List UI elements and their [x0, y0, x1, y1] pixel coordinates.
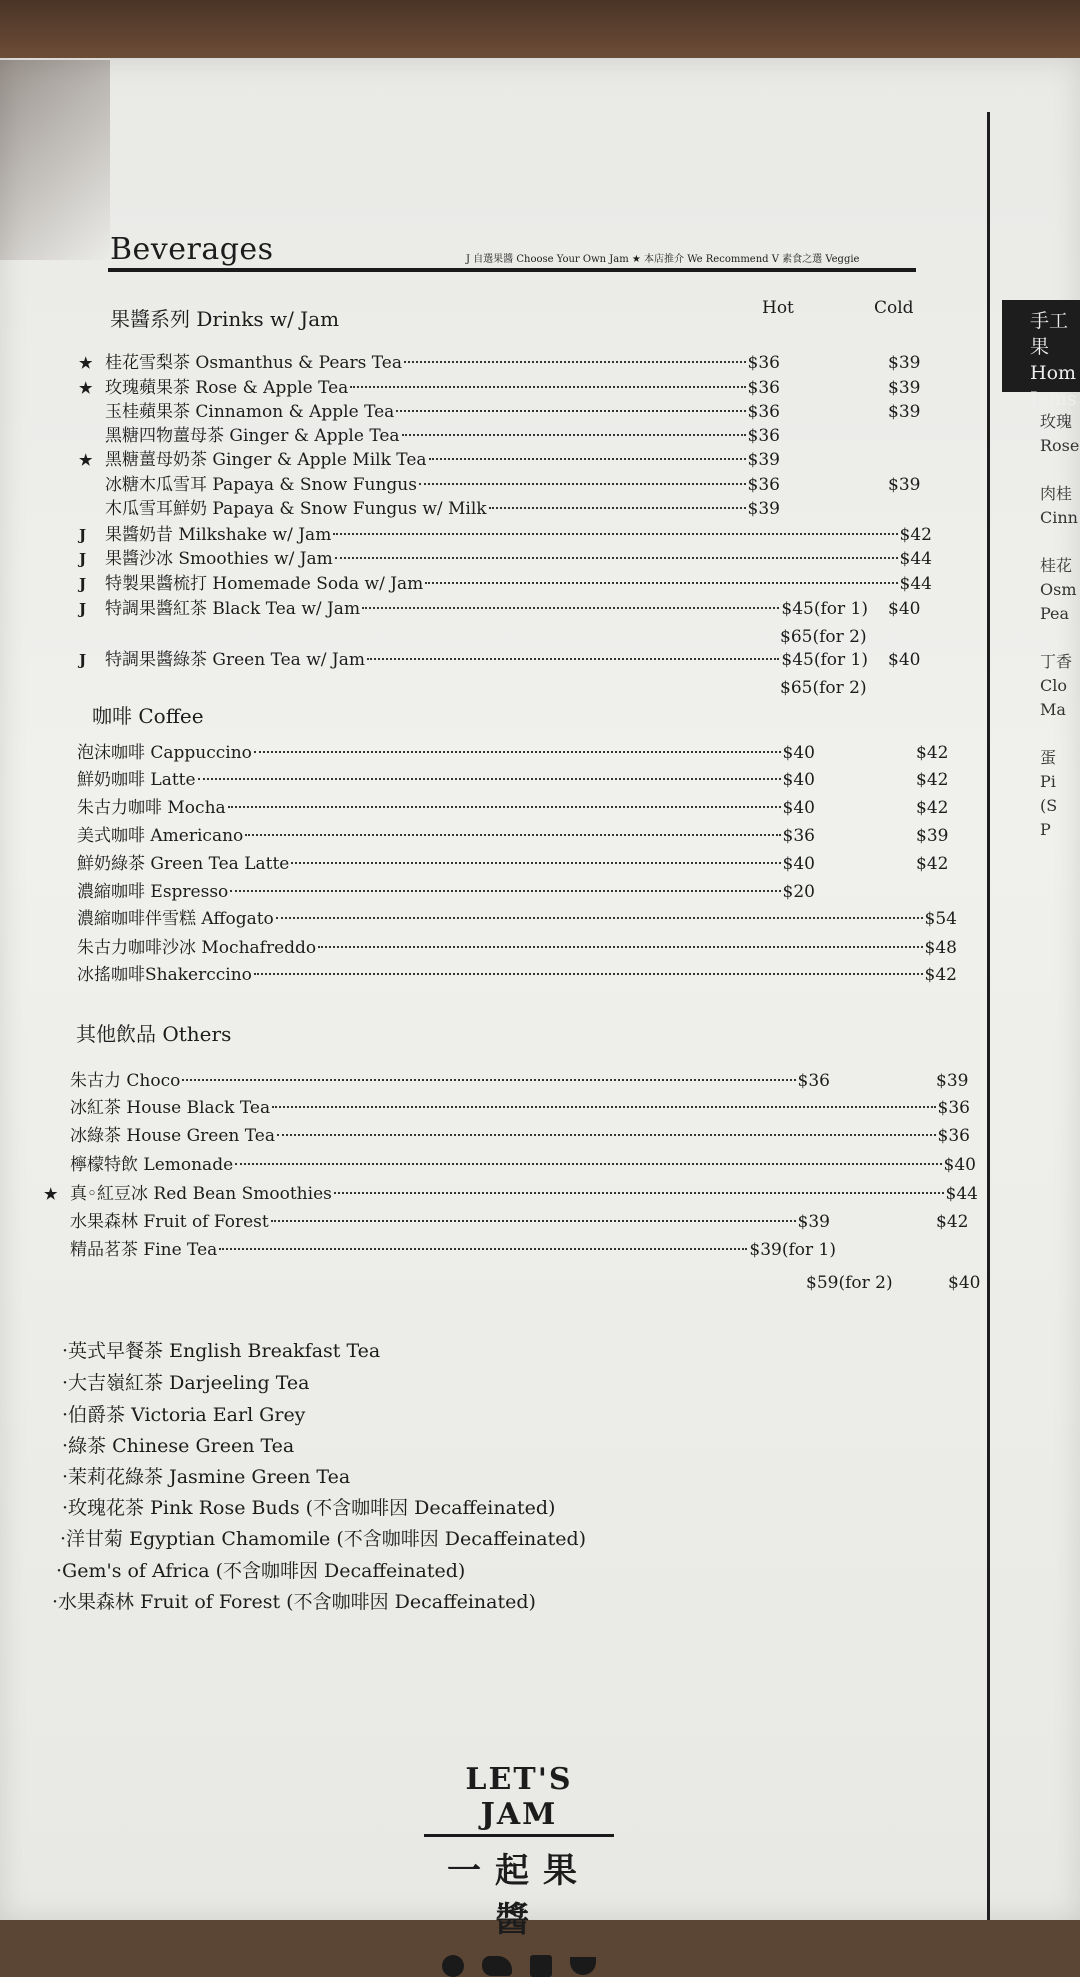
side-panel-item: 丁香: [1040, 652, 1073, 671]
menu-item-price-cold: $42: [916, 770, 949, 790]
dot-leader: [276, 917, 923, 919]
menu-item-row: [105, 496, 780, 522]
side-panel-item: Pea: [1040, 604, 1070, 623]
menu-item-row: [70, 1237, 836, 1263]
side-panel-item: Pi: [1040, 772, 1056, 791]
menu-item-row: [77, 851, 815, 877]
title-divider: [108, 268, 916, 272]
side-panel-item: [1040, 458, 1080, 482]
dot-leader: [182, 1079, 795, 1081]
menu-item-price-hot: $36: [937, 1126, 970, 1146]
menu-item-price-cold: $42: [916, 743, 949, 763]
menu-item-name: 冰綠茶 House Green Tea: [70, 1126, 275, 1146]
menu-item-name: 檸檬特飲 Lemonade: [70, 1155, 234, 1175]
side-panel-item: Cinn: [1040, 508, 1078, 527]
menu-item-row: [44, 1181, 978, 1207]
section-heading-jam: 果醬系列 Drinks w/ Jam: [110, 307, 340, 331]
menu-item-price-hot: $39: [747, 450, 780, 470]
menu-item-row: [105, 423, 780, 449]
menu-item-price-cold: $39: [888, 475, 921, 495]
menu-item-name: 果醬沙冰 Smoothies w/ Jam: [105, 549, 333, 569]
menu-item-row: [77, 906, 957, 932]
menu-item-price-cold: $42: [916, 798, 949, 818]
jam-mark: J: [79, 526, 87, 544]
page-divider: [987, 112, 990, 1920]
menu-item-price-hot: $44: [899, 549, 932, 569]
menu-item-row: [79, 596, 868, 622]
menu-item-price-hot: $36: [782, 826, 815, 846]
menu-item-name: 冰糖木瓜雪耳 Papaya & Snow Fungus: [105, 475, 417, 495]
menu-item-price-cold: $39: [888, 378, 921, 398]
dot-leader: [396, 410, 745, 412]
side-panel-item: [1040, 722, 1080, 746]
menu-item-name: 真◦紅豆冰 Red Bean Smoothies: [70, 1184, 332, 1204]
menu-item-row: [79, 447, 780, 473]
dot-leader: [198, 778, 781, 780]
side-panel-item: 肉桂: [1040, 484, 1073, 503]
menu-item-name: 鮮奶咖啡 Latte: [77, 770, 196, 790]
section-heading-others: 其他飲品 Others: [76, 1022, 232, 1046]
side-panel-heading: [1002, 300, 1080, 410]
tea-list-item: ·玫瑰花茶 Pink Rose Buds (不含咖啡因 Decaffeinated): [62, 1497, 556, 1519]
side-panel-item: [1040, 626, 1080, 650]
brand-name-zh: 一起果醬: [447, 1851, 591, 1940]
menu-item-price-hot: $40: [782, 743, 815, 763]
menu-item-price-hot: $40: [782, 854, 815, 874]
tea-list-item: ·茉莉花綠茶 Jasmine Green Tea: [62, 1466, 351, 1488]
side-panel-item: 玫瑰: [1040, 412, 1073, 431]
menu-item-name: 特調果醬紅茶 Black Tea w/ Jam: [105, 599, 361, 619]
menu-item-name: 朱古力咖啡 Mocha: [77, 798, 226, 818]
jam-mark: J: [79, 651, 87, 669]
tea-list-item: ·伯爵茶 Victoria Earl Grey: [62, 1404, 306, 1426]
menu-item-row: [77, 767, 815, 793]
recommend-star-icon: ★: [44, 1185, 58, 1203]
tea-list-item: ·大吉嶺紅茶 Darjeeling Tea: [62, 1372, 310, 1394]
dot-leader: [245, 834, 780, 836]
menu-item-name: 鮮奶綠茶 Green Tea Latte: [77, 854, 290, 874]
menu-item-price-cold: $39: [936, 1071, 969, 1091]
menu-item-price-hot: $39: [797, 1212, 830, 1232]
side-panel-item: Osm: [1040, 580, 1077, 599]
menu-item-price-hot: $44: [945, 1184, 978, 1204]
menu-item-price-cold: $42: [916, 854, 949, 874]
menu-item-price-hot: $42: [899, 525, 932, 545]
menu-item-price-hot: $45(for 1): [781, 599, 868, 619]
side-panel-item: (S: [1040, 796, 1058, 815]
dot-leader: [367, 658, 779, 660]
menu-item-name: 濃縮咖啡伴雪糕 Affogato: [77, 909, 274, 929]
fruit-icon: [482, 1956, 512, 1976]
menu-item-row: [79, 522, 932, 548]
tea-list-item: ·洋甘菊 Egyptian Chamomile (不含咖啡因 Decaffeinated): [60, 1528, 587, 1550]
dot-leader: [362, 607, 779, 609]
menu-item-row: [70, 1068, 830, 1094]
menu-item-price-hot: $36: [747, 426, 780, 446]
menu-item-price-hot: $36: [747, 378, 780, 398]
recommend-star-icon: ★: [79, 451, 93, 469]
menu-item-row: [77, 962, 957, 988]
dot-leader: [318, 946, 922, 948]
dot-leader: [334, 1192, 944, 1194]
side-panel-item: 桂花: [1040, 556, 1073, 575]
menu-item-price-hot: $36: [797, 1071, 830, 1091]
dot-leader: [228, 806, 781, 808]
menu-item-price-hot: $42: [924, 965, 957, 985]
side-panel-items: [1040, 410, 1080, 850]
menu-item-name: 泡沫咖啡 Cappuccino: [77, 743, 252, 763]
menu-item-price-cold: $39: [888, 353, 921, 373]
brand-name-en: LET'S JAM: [424, 1762, 614, 1837]
menu-item-name: 美式咖啡 Americano: [77, 826, 244, 846]
menu-item-row: [79, 571, 932, 597]
menu-item-price-hot: $40: [943, 1155, 976, 1175]
menu-item-name: 水果森林 Fruit of Forest: [70, 1212, 269, 1232]
menu-item-row: [70, 1152, 976, 1178]
menu-item-row: [105, 399, 780, 425]
side-panel-item: 蛋: [1040, 748, 1057, 767]
dot-leader: [419, 483, 746, 485]
side-panel-line: 手工果: [1030, 310, 1069, 358]
column-header-hot: Hot: [762, 298, 794, 318]
menu-item-name: 濃縮咖啡 Espresso: [77, 882, 229, 902]
page-fold-shadow: [0, 60, 110, 260]
page-title: Beverages: [110, 232, 274, 267]
menu-item-price-extra: $65(for 2): [780, 678, 867, 698]
menu-item-price-hot: $20: [782, 882, 815, 902]
side-panel-line: Jams: [1030, 388, 1077, 410]
side-panel-item: P: [1040, 820, 1051, 839]
dot-leader: [350, 386, 745, 388]
legend: J 自選果醬 Choose Your Own Jam ★ 本店推介 We Recommend V 素食之選 Veggie: [466, 254, 860, 265]
menu-page: [0, 58, 1080, 1920]
menu-item-price-hot: $48: [924, 938, 957, 958]
menu-item-row: [77, 740, 815, 766]
dot-leader: [335, 557, 898, 559]
menu-item-price-hot: $39: [747, 499, 780, 519]
menu-item-price-extra-cold: $40: [948, 1273, 981, 1293]
recommend-star-icon: ★: [79, 379, 93, 397]
menu-item-name: 黑糖四物薑母茶 Ginger & Apple Tea: [105, 426, 400, 446]
menu-item-name: 黑糖薑母奶茶 Ginger & Apple Milk Tea: [105, 450, 427, 470]
cup-icon: [570, 1957, 596, 1975]
menu-item-price-hot: $36: [747, 475, 780, 495]
menu-item-name: 玉桂蘋果茶 Cinnamon & Apple Tea: [105, 402, 395, 422]
menu-item-price-hot: $44: [899, 574, 932, 594]
dot-leader: [425, 582, 897, 584]
menu-item-price-hot: $36: [747, 353, 780, 373]
menu-item-name: 特製果醬梳打 Homemade Soda w/ Jam: [105, 574, 424, 594]
column-header-cold: Cold: [874, 298, 914, 318]
menu-item-price-cold: $39: [916, 826, 949, 846]
menu-item-price-hot: $40: [782, 770, 815, 790]
dot-leader: [272, 1106, 935, 1108]
brand-logo: [424, 1762, 614, 1977]
dot-leader: [404, 361, 746, 363]
side-panel-item: Ma: [1040, 700, 1066, 719]
side-panel-item: Clo: [1040, 676, 1067, 695]
brand-icons: [424, 1955, 614, 1977]
side-panel-line: Hom: [1030, 362, 1077, 384]
menu-item-row: [70, 1123, 970, 1149]
dot-leader: [489, 507, 746, 509]
menu-item-name: 精品茗茶 Fine Tea: [70, 1240, 218, 1260]
menu-item-row: [70, 1209, 830, 1235]
menu-item-price-hot: $36: [747, 402, 780, 422]
menu-item-row: [79, 375, 780, 401]
menu-item-price-hot: $45(for 1): [781, 650, 868, 670]
dot-leader: [230, 890, 780, 892]
menu-item-name: 桂花雪梨茶 Osmanthus & Pears Tea: [105, 353, 403, 373]
tea-list-item: ·水果森林 Fruit of Forest (不含咖啡因 Decaffeinated): [52, 1591, 536, 1613]
jam-mark: J: [79, 550, 87, 568]
menu-item-price-extra: $65(for 2): [780, 627, 867, 647]
menu-item-price-cold: $40: [888, 599, 921, 619]
menu-item-row: [105, 472, 780, 498]
menu-item-name: 朱古力 Choco: [70, 1071, 181, 1091]
menu-item-price-hot: $40: [782, 798, 815, 818]
dot-leader: [277, 1134, 936, 1136]
section-heading-coffee: 咖啡 Coffee: [92, 704, 204, 728]
menu-item-price-hot: $54: [924, 909, 957, 929]
dot-leader: [402, 434, 746, 436]
dot-leader: [254, 751, 781, 753]
menu-item-row: [77, 823, 815, 849]
dot-leader: [254, 973, 923, 975]
menu-item-row: [79, 350, 780, 376]
side-panel-item: [1040, 530, 1080, 554]
menu-item-price-cold: $39: [888, 402, 921, 422]
dot-leader: [219, 1248, 747, 1250]
dot-leader: [333, 533, 897, 535]
menu-item-name: 玫瑰蘋果茶 Rose & Apple Tea: [105, 378, 349, 398]
jam-mark: J: [79, 600, 87, 618]
menu-item-name: 特調果醬綠茶 Green Tea w/ Jam: [105, 650, 365, 670]
menu-item-name: 冰紅茶 House Black Tea: [70, 1098, 271, 1118]
dot-leader: [429, 458, 746, 460]
menu-item-row: [77, 795, 815, 821]
recommend-star-icon: ★: [79, 354, 93, 372]
menu-item-row: [77, 879, 815, 905]
tea-list-item: ·英式早餐茶 English Breakfast Tea: [62, 1340, 381, 1362]
menu-item-price-cold: $40: [888, 650, 921, 670]
tea-list-item: ·綠茶 Chinese Green Tea: [62, 1435, 295, 1457]
square-icon: [530, 1955, 552, 1977]
menu-item-row: [70, 1095, 970, 1121]
dot-leader: [235, 1163, 941, 1165]
menu-item-price-extra: $59(for 2): [806, 1273, 893, 1293]
dot-leader: [271, 1220, 796, 1222]
circle-icon: [442, 1955, 464, 1977]
menu-item-row: [79, 647, 868, 673]
menu-item-price-cold: $42: [936, 1212, 969, 1232]
menu-item-name: 果醬奶昔 Milkshake w/ Jam: [105, 525, 332, 545]
jam-mark: J: [79, 575, 87, 593]
side-panel-item: Rose: [1040, 436, 1080, 455]
menu-item-row: [77, 935, 957, 961]
menu-item-name: 冰搖咖啡Shakerccino: [77, 965, 252, 985]
menu-item-row: [79, 546, 932, 572]
menu-item-name: 木瓜雪耳鮮奶 Papaya & Snow Fungus w/ Milk: [105, 499, 487, 519]
tea-list-item: ·Gem's of Africa (不含咖啡因 Decaffeinated): [56, 1560, 466, 1582]
menu-item-name: 朱古力咖啡沙冰 Mochafreddo: [77, 938, 317, 958]
menu-item-price-hot: $39(for 1): [749, 1240, 836, 1260]
dot-leader: [291, 862, 780, 864]
menu-item-price-hot: $36: [937, 1098, 970, 1118]
